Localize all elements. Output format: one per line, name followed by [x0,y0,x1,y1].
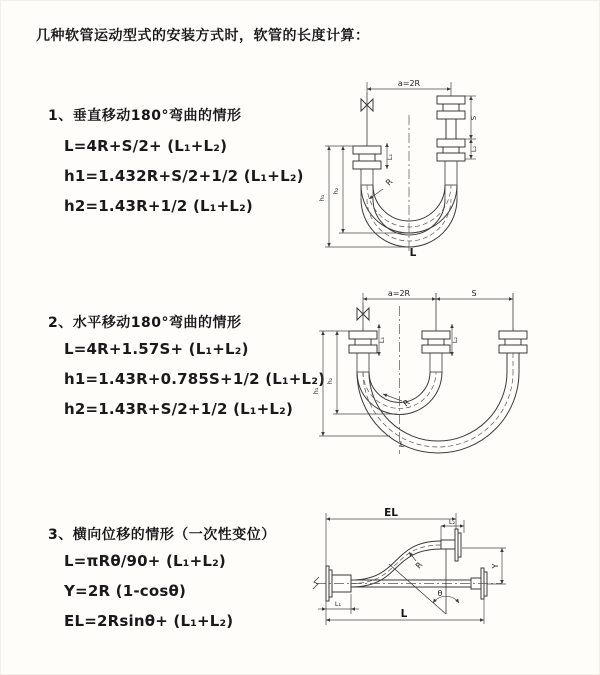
section-2-formula-h2: h2=1.43R+S/2+1/2 (L₁+L₂) [64,400,294,418]
braided-hose-section [430,353,442,372]
section-1-formula-l: L=4R+S/2+ (L₁+L₂) [64,137,228,155]
dim-label-l2: L₂ [448,518,456,526]
braided-hose-section [357,353,369,372]
section-2-formula-h1: h1=1.43R+0.785S+1/2 (L₁+L₂) [64,370,326,388]
section-3-formula-y: Y=2R (1-cosθ) [64,582,187,600]
hose-u-curve-moved [357,372,519,453]
flange-fitting [499,331,527,353]
section-1-formula-h1: h1=1.432R+S/2+1/2 (L₁+L₂) [64,167,304,185]
radius-label: R [413,560,425,571]
page-title: 几种软管运动型式的安装方式时，软管的长度计算： [36,28,370,44]
radius-leader [369,189,383,199]
flange-fitting [353,146,381,169]
length-label: L [399,440,405,449]
dim-label-l1: L₁ [378,336,386,344]
radius-label: R [384,177,395,188]
radius-label: R [401,397,412,409]
diagram-lateral-displacement [306,504,598,666]
radius-leader [383,394,402,401]
flange-fitting [349,331,377,353]
section-2-formula-l: L=4R+1.57S+ (L₁+L₂) [64,340,249,358]
section-3-formula-l: L=πRθ/90+ (L₁+L₂) [64,552,226,570]
section-2-heading: 2、水平移动180°弯曲的情形 [48,315,242,331]
dim-label-l1: L₁ [386,153,394,161]
flange-fitting [437,96,465,161]
dim-label-h2: h₂ [332,187,340,195]
section-3-heading: 3、横向位移的情形（一次性变位） [48,527,276,543]
dim-label-el: EL [384,507,398,519]
dim-label-l2: L₂ [470,145,478,153]
section-3-formula-el: EL=2Rsinθ+ (L₁+L₂) [64,612,234,630]
dim-label-a2r: a=2R [397,79,421,88]
dim-label-a2r: a=2R [387,289,411,298]
dim-label-y: Y [491,563,500,569]
dim-label-l2: L₂ [451,336,459,344]
dim-label-h1: h₁ [318,194,326,202]
dim-label-h2: h₂ [326,377,334,385]
dim-label-s: S [470,115,478,121]
dim-label-h1: h₁ [312,387,320,395]
length-label: L [400,608,408,620]
diagram-horizontal-180-bend [307,286,600,458]
section-1-heading: 1、垂直移动180°弯曲的情形 [48,108,242,124]
diagram-vertical-180-bend [313,73,593,261]
flange-fitting-moved [441,529,461,561]
theta-label: θ [437,589,443,598]
braided-hose-section [445,161,457,185]
centerline-break-icon [313,577,319,589]
dim-label-l1: L₁ [334,600,342,608]
braided-hose-section [361,169,373,185]
section-1-formula-h2: h2=1.43R+1/2 (L₁+L₂) [64,197,253,215]
flange-fitting [422,331,450,353]
dim-label-s: S [471,289,477,298]
length-label: L [409,247,417,259]
